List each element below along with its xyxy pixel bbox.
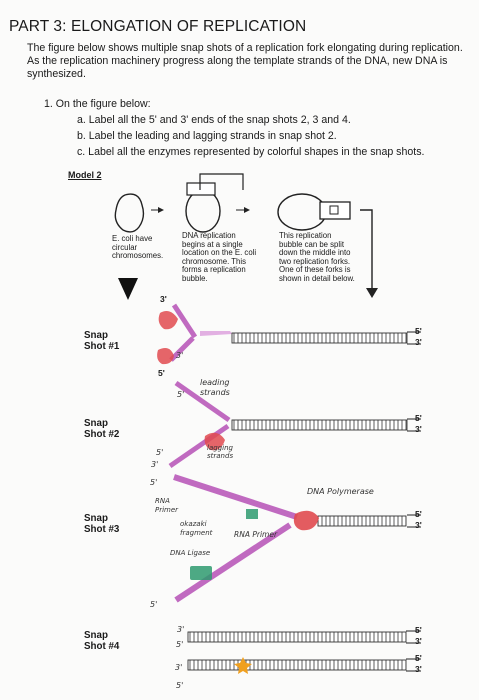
- question-1c: c. Label all the enzymes represented by colorful shapes in the snap shots.: [77, 146, 425, 158]
- handwritten-5-prime-b: 5': [150, 478, 158, 487]
- prime-3-snap1: 3': [160, 294, 167, 304]
- prime-3-right-snap2: 3': [415, 424, 422, 434]
- prime-3-right-snap1: 3': [415, 337, 422, 347]
- handwritten-3-prime-e: 3': [177, 625, 185, 634]
- page-title: PART 3: ELONGATION OF REPLICATION: [9, 18, 307, 35]
- intro-paragraph: The figure below shows multiple snap shots of a replication fork elongating during replication. As the replication machinery progress along the template strands of the DNA, new DNA is synthesized.: [27, 42, 463, 80]
- snap-shot-2-label: Snap Shot #2: [84, 418, 120, 440]
- rna-primer-note-2: RNA Primer: [234, 530, 278, 539]
- rna-primer-note-1: RNA Primer: [155, 497, 179, 514]
- handwritten-5-prime-c: 5': [156, 448, 164, 457]
- handwritten-3-prime-b: 3': [151, 460, 159, 469]
- handwritten-5-prime-d: 5': [150, 600, 158, 609]
- okazaki-fragment-note: okazaki fragment: [180, 520, 213, 537]
- handwritten-5-prime-a: 5': [177, 390, 185, 399]
- prime-3-right-snap4b: 3': [415, 664, 422, 674]
- snap-shot-4-label: Snap Shot #4: [84, 630, 120, 652]
- leading-strands-note: leading strands: [200, 378, 230, 397]
- caption-bubble: DNA replication begins at a single location on the E. coli chromosome. This forms a replication bubble.: [182, 231, 257, 283]
- question-1: 1. On the figure below:: [44, 98, 151, 110]
- prime-5-right-snap1: 5': [415, 326, 422, 336]
- caption-circular: E. coli have circular chromosomes.: [112, 234, 164, 261]
- question-1b: b. Label the leading and lagging strands in snap shot 2.: [77, 130, 337, 142]
- prime-5-right-snap2: 5': [415, 413, 422, 423]
- snap-shot-1-label: Snap Shot #1: [84, 330, 120, 352]
- lagging-strands-note: lagging strands: [207, 444, 234, 460]
- handwritten-3-prime-a: 3': [176, 351, 184, 360]
- prime-5-right-snap3: 5': [415, 509, 422, 519]
- handwritten-5-prime-f: 5': [176, 681, 184, 690]
- handwritten-3-prime-f: 3': [175, 663, 183, 672]
- handwritten-5-prime-e: 5': [176, 640, 184, 649]
- dna-polymerase-note: DNA Polymerase: [307, 487, 374, 496]
- prime-3-right-snap3: 3': [415, 520, 422, 530]
- prime-5-right-snap4a: 5': [415, 625, 422, 635]
- model-label: Model 2: [68, 170, 102, 180]
- prime-3-right-snap4a: 3': [415, 636, 422, 646]
- question-1a: a. Label all the 5' and 3' ends of the snap shots 2, 3 and 4.: [77, 114, 351, 126]
- circular-chromosome: [115, 194, 143, 232]
- prime-5-right-snap4b: 5': [415, 653, 422, 663]
- dna-ligase-note: DNA Ligase: [170, 549, 211, 557]
- prime-5-snap1: 5': [158, 368, 165, 378]
- caption-forks: This replication bubble can be split down the middle into two replication forks. One of these forks is shown in detail below.: [279, 231, 355, 283]
- snap-shot-3-label: Snap Shot #3: [84, 513, 120, 535]
